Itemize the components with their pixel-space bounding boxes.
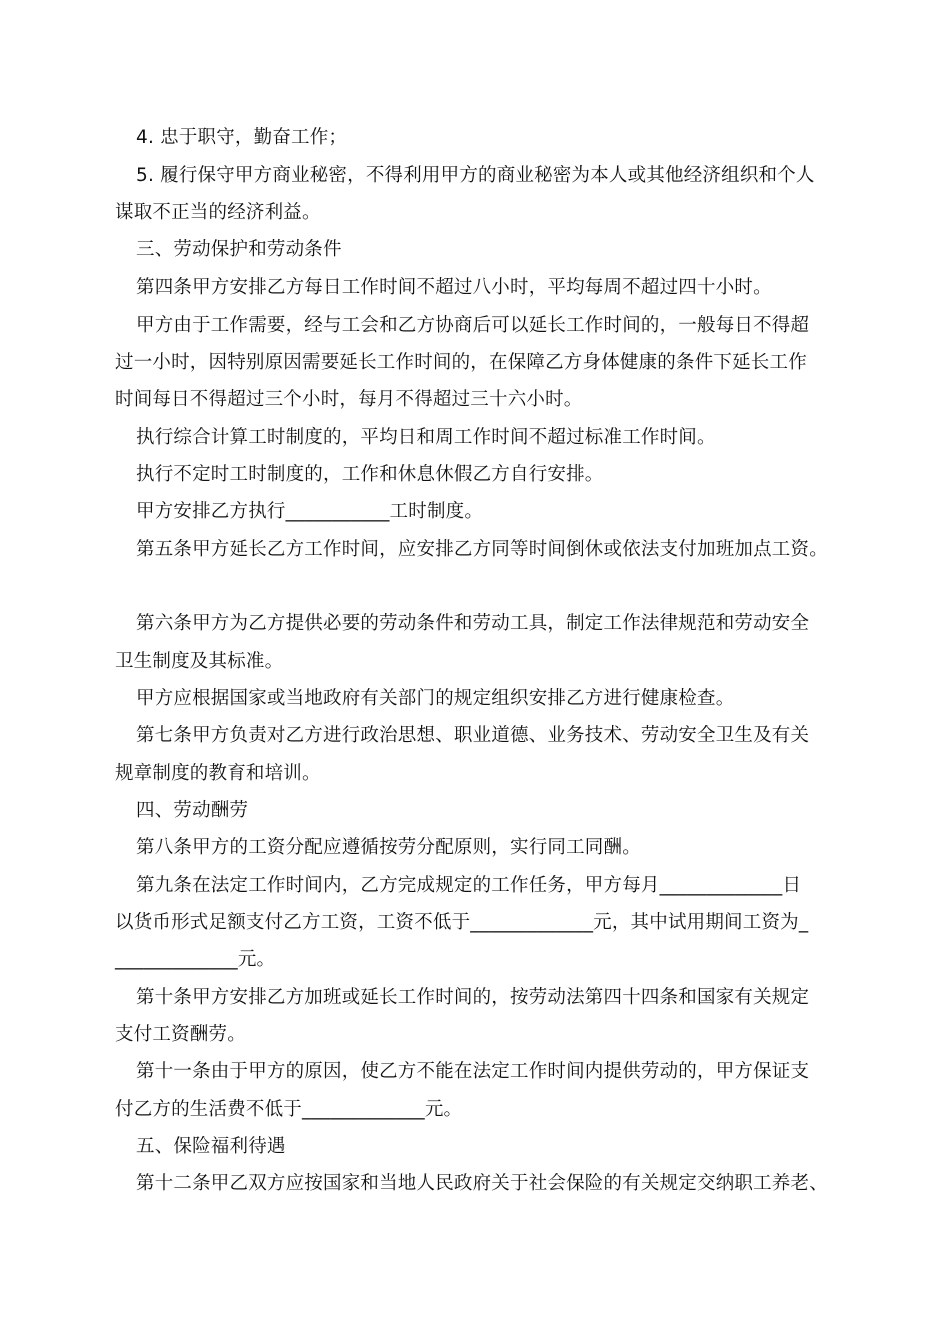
- section-heading: 三、劳动保护和劳动条件: [136, 239, 342, 260]
- text-line: 甲方安排乙方执行___________工时制度。: [136, 501, 484, 522]
- text-line: 过一小时，因特别原因需要延长工作时间的，在保障乙方身体健康的条件下延长工作: [115, 352, 807, 373]
- text-line: _____________元。: [115, 949, 276, 970]
- text-line: 5. 履行保守甲方商业秘密，不得利用甲方的商业秘密为本人或其他经济组织和个人: [136, 165, 815, 186]
- text-line: 时间每日不得超过三个小时，每月不得超过三十六小时。: [115, 389, 583, 410]
- text-line: 以货币形式足额支付乙方工资，工资不低于_____________元，其中试用期间工资为_: [115, 912, 809, 933]
- text-line: 第十二条甲乙双方应按国家和当地人民政府关于社会保险的有关规定交纳职工养老、: [136, 1173, 828, 1194]
- text-line: 4. 忠于职守，勤奋工作；: [136, 127, 348, 148]
- text-line: 谋取不正当的经济利益。: [115, 202, 321, 223]
- text-line: 卫生制度及其标准。: [115, 651, 284, 672]
- text-line: 第八条甲方的工资分配应遵循按劳分配原则，实行同工同酬。: [136, 837, 641, 858]
- text-line: 付乙方的生活费不低于_____________元。: [115, 1099, 463, 1120]
- text-line: 第十条甲方安排乙方加班或延长工作时间的，按劳动法第四十四条和国家有关规定: [136, 987, 810, 1008]
- text-line: 规章制度的教育和培训。: [115, 763, 321, 784]
- section-heading: 四、劳动酬劳: [136, 800, 249, 821]
- text-line: 支付工资酬劳。: [115, 1024, 246, 1045]
- text-line: 甲方由于工作需要，经与工会和乙方协商后可以延长工作时间的，一般每日不得超: [136, 315, 810, 336]
- text-line: 第九条在法定工作时间内，乙方完成规定的工作任务，甲方每月_____________日: [136, 875, 802, 896]
- section-heading: 五、保险福利待遇: [136, 1136, 286, 1157]
- text-line: 第四条甲方安排乙方每日工作时间不超过八小时，平均每周不超过四十小时。: [136, 277, 772, 298]
- text-line: 甲方应根据国家或当地政府有关部门的规定组织安排乙方进行健康检查。: [136, 688, 735, 709]
- text-line: 第十一条由于甲方的原因，使乙方不能在法定工作时间内提供劳动的，甲方保证支: [136, 1061, 810, 1082]
- text-line: 第六条甲方为乙方提供必要的劳动条件和劳动工具，制定工作法律规范和劳动安全: [136, 613, 810, 634]
- text-line: 第七条甲方负责对乙方进行政治思想、职业道德、业务技术、劳动安全卫生及有关: [136, 725, 810, 746]
- text-line: 第五条甲方延长乙方工作时间，应安排乙方同等时间倒休或依法支付加班加点工资。: [136, 539, 828, 560]
- text-line: 执行不定时工时制度的，工作和休息休假乙方自行安排。: [136, 464, 604, 485]
- text-line: 执行综合计算工时制度的，平均日和周工作时间不超过标准工作时间。: [136, 427, 716, 448]
